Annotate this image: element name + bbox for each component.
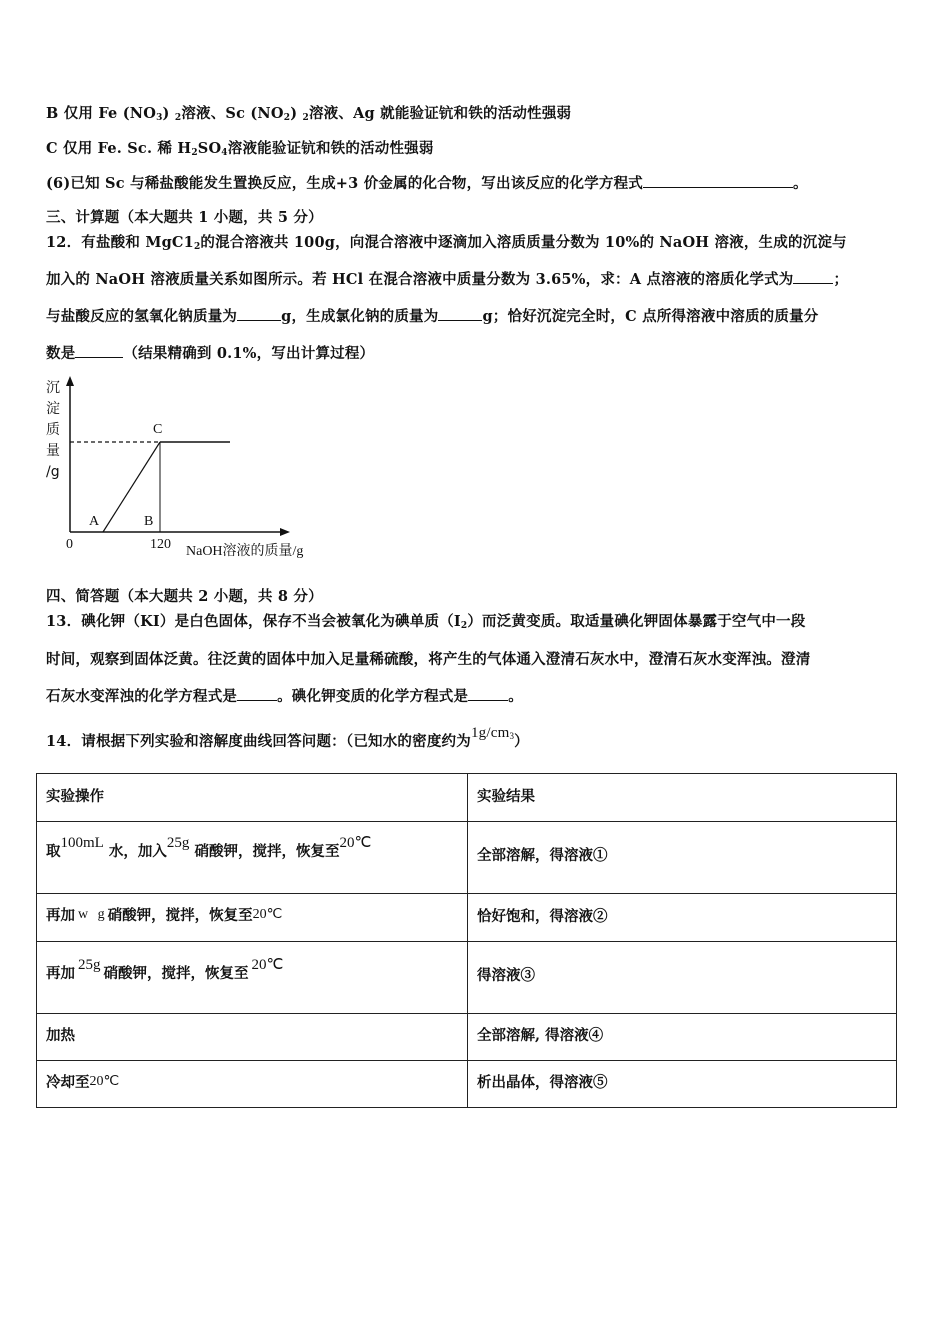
question-12-text: 加入的 NaOH 溶液质量关系如图所示。若 HCl 在混合溶液中质量分数为 3.65%，求：A 点溶液的溶质化学式为	[46, 271, 794, 288]
table-cell-result: 恰好饱和，得溶液②	[468, 894, 897, 942]
point-b-label: B	[144, 514, 154, 529]
x-tick-120: 120	[150, 537, 171, 552]
answer-blank[interactable]	[237, 688, 277, 701]
question-13-line-2: 时间，观察到固体泛黄。往泛黄的固体中加入足量稀硫酸，将产生的气体通入澄清石灰水中，澄清石灰水变浑浊。澄清	[46, 651, 811, 668]
answer-blank[interactable]	[438, 308, 482, 321]
table-header-cell: 实验结果	[468, 774, 897, 822]
op-text: 再加	[46, 965, 75, 982]
experiment-table	[36, 773, 897, 1108]
option-b-text: )	[162, 105, 175, 122]
y-label-char: 沉	[46, 380, 60, 396]
question-12-text: （结果精确到 0.1%，写出计算过程）	[123, 345, 375, 362]
option-c	[46, 137, 434, 158]
option-c-text: 溶液能验证钪和铁的活动性强弱	[227, 140, 434, 157]
y-label-char: 质	[46, 422, 60, 438]
question-13-text: 石灰水变浑浊的化学方程式是	[46, 688, 238, 705]
op-value: w g	[78, 907, 105, 922]
table-cell-result: 全部溶解，得溶液①	[468, 822, 897, 894]
op-value: 25g	[166, 835, 190, 851]
point-a-label: A	[89, 514, 100, 529]
origin-label: 0	[66, 537, 73, 552]
graph-axes	[40, 372, 340, 564]
op-value: 20℃	[89, 1074, 120, 1089]
table-row	[37, 822, 897, 894]
answer-blank[interactable]	[793, 271, 833, 284]
question-12-text: 的混合溶液共 100g，向混合溶液中逐滴加入溶质质量分数为 10%的 NaOH 溶液，生成的沉淀与	[200, 234, 847, 251]
question-12-text: 与盐酸反应的氢氧化钠质量为	[46, 308, 238, 325]
answer-blank[interactable]	[75, 345, 123, 358]
op-value: 20℃	[251, 957, 284, 973]
op-text: 冷却至	[46, 1074, 90, 1091]
table-cell-operation	[37, 1014, 468, 1061]
op-value: 100mL	[60, 835, 104, 851]
y-label-char: 淀	[46, 401, 60, 417]
table-row	[37, 1014, 897, 1061]
answer-blank[interactable]	[237, 308, 281, 321]
table-cell-operation	[37, 942, 468, 1014]
answer-blank[interactable]	[468, 688, 508, 701]
op-text: 硝酸钾，搅拌，恢复至	[194, 843, 340, 860]
table-cell-operation	[37, 822, 468, 894]
table-cell-result: 得溶液③	[468, 942, 897, 1014]
section-3-title: 三、计算题（本大题共 1 小题，共 5 分）	[46, 209, 323, 226]
table-cell-result: 全部溶解, 得溶液④	[468, 1014, 897, 1061]
op-text: 硝酸钾，搅拌，恢复至	[103, 965, 249, 982]
table-header-row	[37, 774, 897, 822]
point-c-label: C	[153, 422, 163, 437]
question-13-line-1	[46, 610, 805, 631]
precipitate-mass-graph	[40, 372, 340, 564]
question-12-text: 数是	[46, 345, 76, 362]
question-6-text: (6)已知 Sc 与稀盐酸能发生置换反应，生成+3 价金属的化合物，写出该反应的化学方程式	[46, 175, 643, 192]
question-12-text: ；	[833, 271, 849, 288]
table-row	[37, 1061, 897, 1108]
question-13-text: 13．碘化钾（KI）是白色固体，保存不当会被氧化为碘单质（I	[46, 613, 461, 630]
y-label-char: /g	[46, 464, 60, 480]
option-b-text: B 仅用 Fe (NO	[46, 105, 157, 122]
question-12-text: g，生成氯化钠的质量为	[281, 308, 439, 325]
op-text: 取	[46, 843, 61, 860]
subscript: 3	[156, 113, 163, 123]
subscript: 2	[191, 148, 198, 158]
option-b	[46, 102, 571, 123]
table-cell-operation	[37, 1061, 468, 1108]
subscript: 4	[221, 148, 228, 158]
op-text: 加热	[46, 1027, 75, 1044]
table-cell-operation	[37, 894, 468, 942]
option-b-text: )	[290, 105, 303, 122]
question-12-line-2	[46, 268, 848, 289]
question-13-line-3	[46, 685, 523, 706]
question-12-line-3	[46, 305, 818, 326]
question-13-text: 。碘化钾变质的化学方程式是	[277, 688, 469, 705]
answer-blank[interactable]	[643, 175, 793, 188]
table-header-cell: 实验操作	[37, 774, 468, 822]
density-exponent: 3	[509, 731, 515, 741]
section-4-title: 四、简答题（本大题共 2 小题，共 8 分）	[46, 588, 323, 605]
table-row	[37, 894, 897, 942]
question-14-text: 14．请根据下列实验和溶解度曲线回答问题：（已知水的密度约为	[46, 733, 471, 750]
option-b-text: 溶液、Sc (NO	[181, 105, 284, 122]
question-13-text: 。	[508, 688, 523, 705]
subscript: 2	[193, 242, 201, 252]
density-value: 1g/cm	[470, 725, 510, 741]
op-text: 再加	[46, 907, 75, 924]
option-b-text: 溶液、Ag 就能验证钪和铁的活动性强弱	[308, 105, 572, 122]
op-text: 水，加入	[108, 843, 167, 860]
op-text: 硝酸钾，搅拌，恢复至	[107, 907, 253, 924]
op-value: 20℃	[339, 835, 372, 851]
question-12-line-4	[46, 342, 374, 363]
graph-y-label	[46, 378, 62, 483]
option-c-text: SO	[197, 140, 222, 157]
op-value: 25g	[78, 957, 101, 973]
table-row	[37, 942, 897, 1014]
y-label-char: 量	[46, 443, 60, 459]
graph-x-label: NaOH溶液的质量/g	[186, 544, 304, 559]
subscript: 2	[174, 113, 182, 123]
question-6	[46, 172, 808, 193]
question-13-text: ）而泛黄变质。取适量碘化钾固体暴露于空气中一段	[467, 613, 806, 630]
question-6-end: 。	[793, 175, 808, 192]
option-c-text: C 仅用 Fe. Sc. 稀 H	[46, 140, 192, 157]
subscript: 2	[283, 113, 291, 123]
question-14	[46, 725, 529, 751]
op-value: 20℃	[252, 907, 283, 922]
question-12-text: 12．有盐酸和 MgC1	[46, 234, 194, 251]
table-cell-result: 析出晶体，得溶液⑤	[468, 1061, 897, 1108]
question-12-line-1	[46, 231, 847, 252]
subscript: 2	[302, 113, 309, 123]
question-12-text: g；恰好沉淀完全时，C 点所得溶液中溶质的质量分	[482, 308, 819, 325]
question-14-text: ）	[514, 733, 529, 750]
subscript: 2	[460, 621, 468, 631]
